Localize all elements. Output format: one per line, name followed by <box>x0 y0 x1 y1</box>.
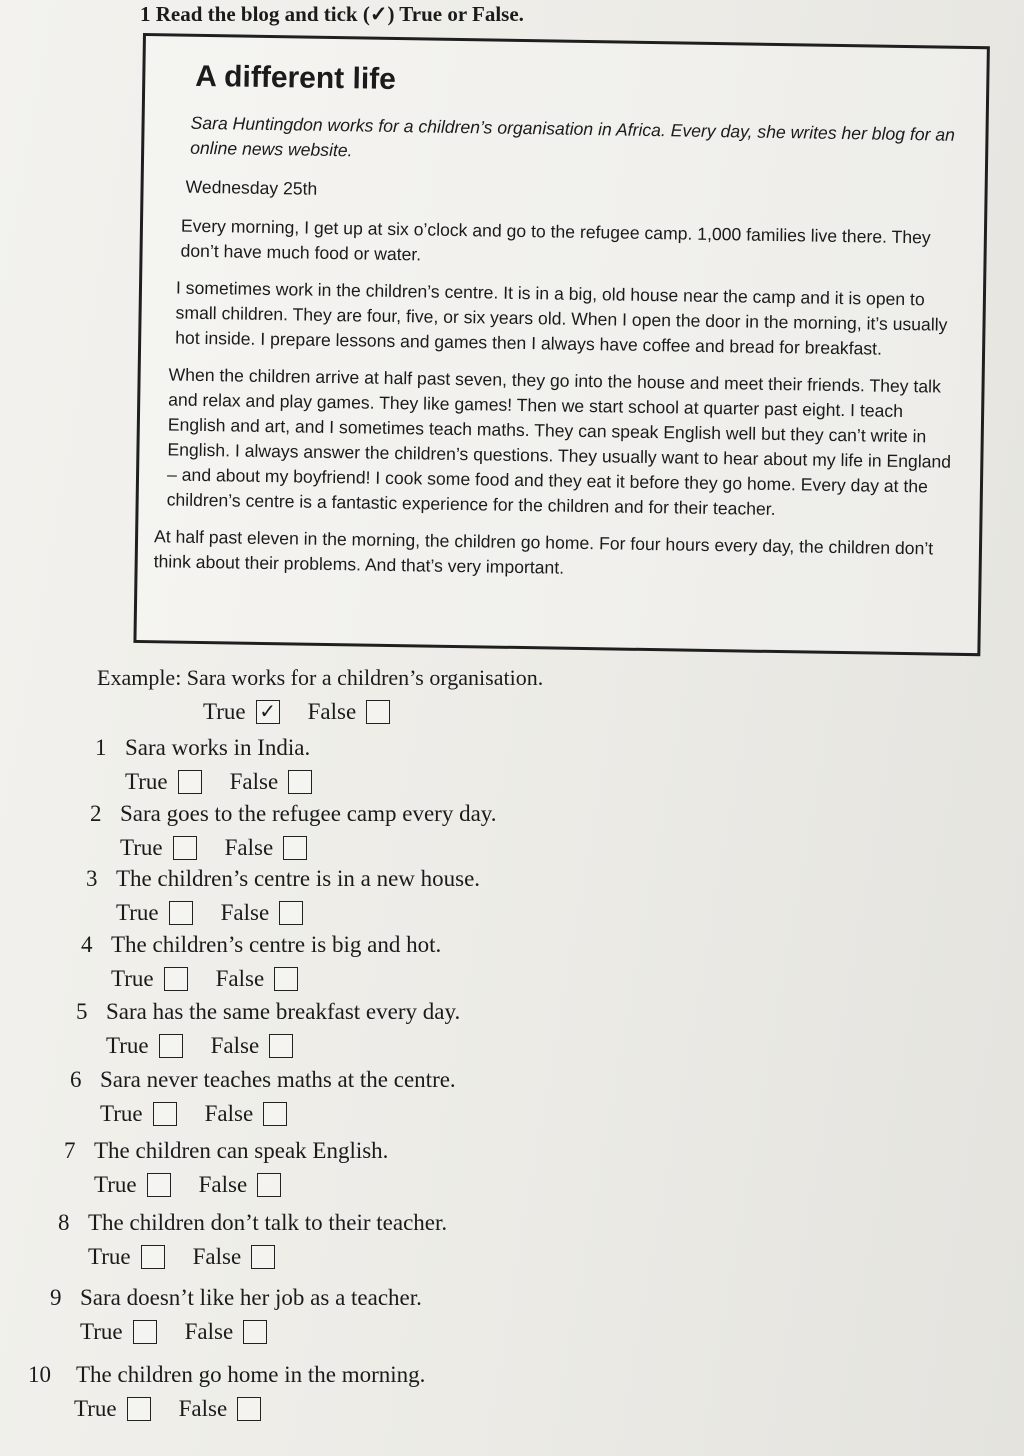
true-checkbox[interactable] <box>153 1102 177 1126</box>
true-label: True <box>106 1033 149 1058</box>
false-label: False <box>224 835 274 860</box>
false-checkbox[interactable] <box>263 1102 287 1126</box>
question-10 <box>28 1362 425 1422</box>
blog-content <box>153 54 959 598</box>
true-label: True <box>94 1172 137 1197</box>
question-7 <box>64 1138 388 1198</box>
question-number: 2 <box>90 801 102 826</box>
false-checkbox[interactable] <box>274 967 298 991</box>
question-text: Sara never teaches maths at the centre. <box>100 1067 456 1092</box>
example-text: Example: Sara works for a children’s organisation. <box>97 665 544 690</box>
example-item <box>97 665 543 725</box>
false-checkbox[interactable] <box>243 1320 267 1344</box>
true-label: True <box>203 699 246 724</box>
exercise-instruction: 1 Read the blog and tick (✓) True or False. <box>140 2 524 26</box>
false-checkbox[interactable] <box>237 1397 261 1421</box>
false-label: False <box>307 699 357 724</box>
blog-intro: Sara Huntingdon works for a children’s organisation in Africa. Every day, she writes her blog for an online news website. <box>190 112 956 161</box>
true-label: True <box>111 966 154 991</box>
true-checkbox[interactable] <box>127 1397 151 1421</box>
question-number: 1 <box>95 735 107 760</box>
question-text: The children’s centre is in a new house. <box>116 866 481 891</box>
question-number: 3 <box>86 866 98 891</box>
true-label: True <box>80 1319 123 1344</box>
question-1 <box>95 735 330 795</box>
question-text: The children don’t talk to their teacher. <box>88 1210 448 1235</box>
false-checkbox[interactable] <box>283 836 307 860</box>
question-5 <box>76 999 460 1059</box>
false-label: False <box>229 769 279 794</box>
false-checkbox[interactable] <box>269 1034 293 1058</box>
false-checkbox[interactable] <box>279 901 303 925</box>
question-8 <box>58 1210 447 1270</box>
false-label: False <box>204 1101 254 1126</box>
false-label: False <box>192 1244 242 1269</box>
question-text: The children can speak English. <box>94 1138 389 1163</box>
true-checkbox[interactable] <box>147 1173 171 1197</box>
false-label: False <box>220 900 270 925</box>
false-label: False <box>215 966 265 991</box>
question-text: Sara doesn’t like her job as a teacher. <box>80 1285 422 1310</box>
example-false-checkbox[interactable] <box>366 700 390 724</box>
question-number: 8 <box>58 1210 70 1235</box>
true-checkbox[interactable] <box>141 1245 165 1269</box>
true-checkbox[interactable] <box>164 967 188 991</box>
question-6 <box>70 1067 456 1127</box>
true-label: True <box>100 1101 143 1126</box>
example-true-checkbox[interactable]: ✓ <box>256 700 280 724</box>
true-checkbox[interactable] <box>178 770 202 794</box>
example-options <box>203 699 543 725</box>
question-text: The children’s centre is big and hot. <box>111 932 442 957</box>
blog-paragraph: I sometimes work in the children’s centre. It is in a big, old house near the camp and it is open to small children. They are four, five, or six years old. When I open the door in the morning, it’s usually hot inside. I prepare lessons and games then I always have coffee and bread for breakfast. <box>175 277 948 359</box>
false-label: False <box>210 1033 260 1058</box>
blog-date: Wednesday 25th <box>185 176 318 199</box>
false-checkbox[interactable] <box>251 1245 275 1269</box>
blog-paragraph: Every morning, I get up at six o’clock and go to the refugee camp. 1,000 families live there. They don’t have much food or water. <box>180 215 931 265</box>
question-number: 10 <box>28 1362 51 1387</box>
question-3 <box>86 866 480 926</box>
blog-paragraph: When the children arrive at half past seven, they go into the house and meet their friends. They talk and relax and play games. They like games! Then we start school at quarter past eight. I teach English and art, and I sometimes teach maths. They can speak English well but they can’t write in English. I always answer the children’s questions. They usually want to hear about my life in England – and about my boyfriend! I cook some food and they eat it before they go home. Every day at the children’s centre is a fantastic experience for the children and for their teacher. <box>166 364 952 519</box>
true-label: True <box>88 1244 131 1269</box>
true-label: True <box>125 769 168 794</box>
question-text: The children go home in the morning. <box>76 1362 426 1387</box>
false-checkbox[interactable] <box>257 1173 281 1197</box>
question-2 <box>90 801 497 861</box>
false-label: False <box>198 1172 248 1197</box>
question-number: 6 <box>70 1067 82 1092</box>
false-checkbox[interactable] <box>288 770 312 794</box>
true-checkbox[interactable] <box>159 1034 183 1058</box>
question-number: 7 <box>64 1138 76 1163</box>
question-text: Sara goes to the refugee camp every day. <box>120 801 497 826</box>
blog-title: A different life <box>195 59 397 96</box>
question-4 <box>81 932 441 992</box>
question-number: 4 <box>81 932 93 957</box>
question-9 <box>50 1285 422 1345</box>
true-checkbox[interactable] <box>133 1320 157 1344</box>
question-text: Sara has the same breakfast every day. <box>106 999 461 1024</box>
true-label: True <box>74 1396 117 1421</box>
blog-box <box>133 33 989 656</box>
true-checkbox[interactable] <box>169 901 193 925</box>
true-checkbox[interactable] <box>173 836 197 860</box>
blog-paragraph: At half past eleven in the morning, the children go home. For four hours every day, the children don’t think about their problems. And that’s very important. <box>153 526 934 578</box>
question-number: 5 <box>76 999 88 1024</box>
question-text: Sara works in India. <box>125 735 311 760</box>
true-label: True <box>116 900 159 925</box>
question-number: 9 <box>50 1285 62 1310</box>
false-label: False <box>184 1319 234 1344</box>
false-label: False <box>178 1396 228 1421</box>
true-label: True <box>120 835 163 860</box>
